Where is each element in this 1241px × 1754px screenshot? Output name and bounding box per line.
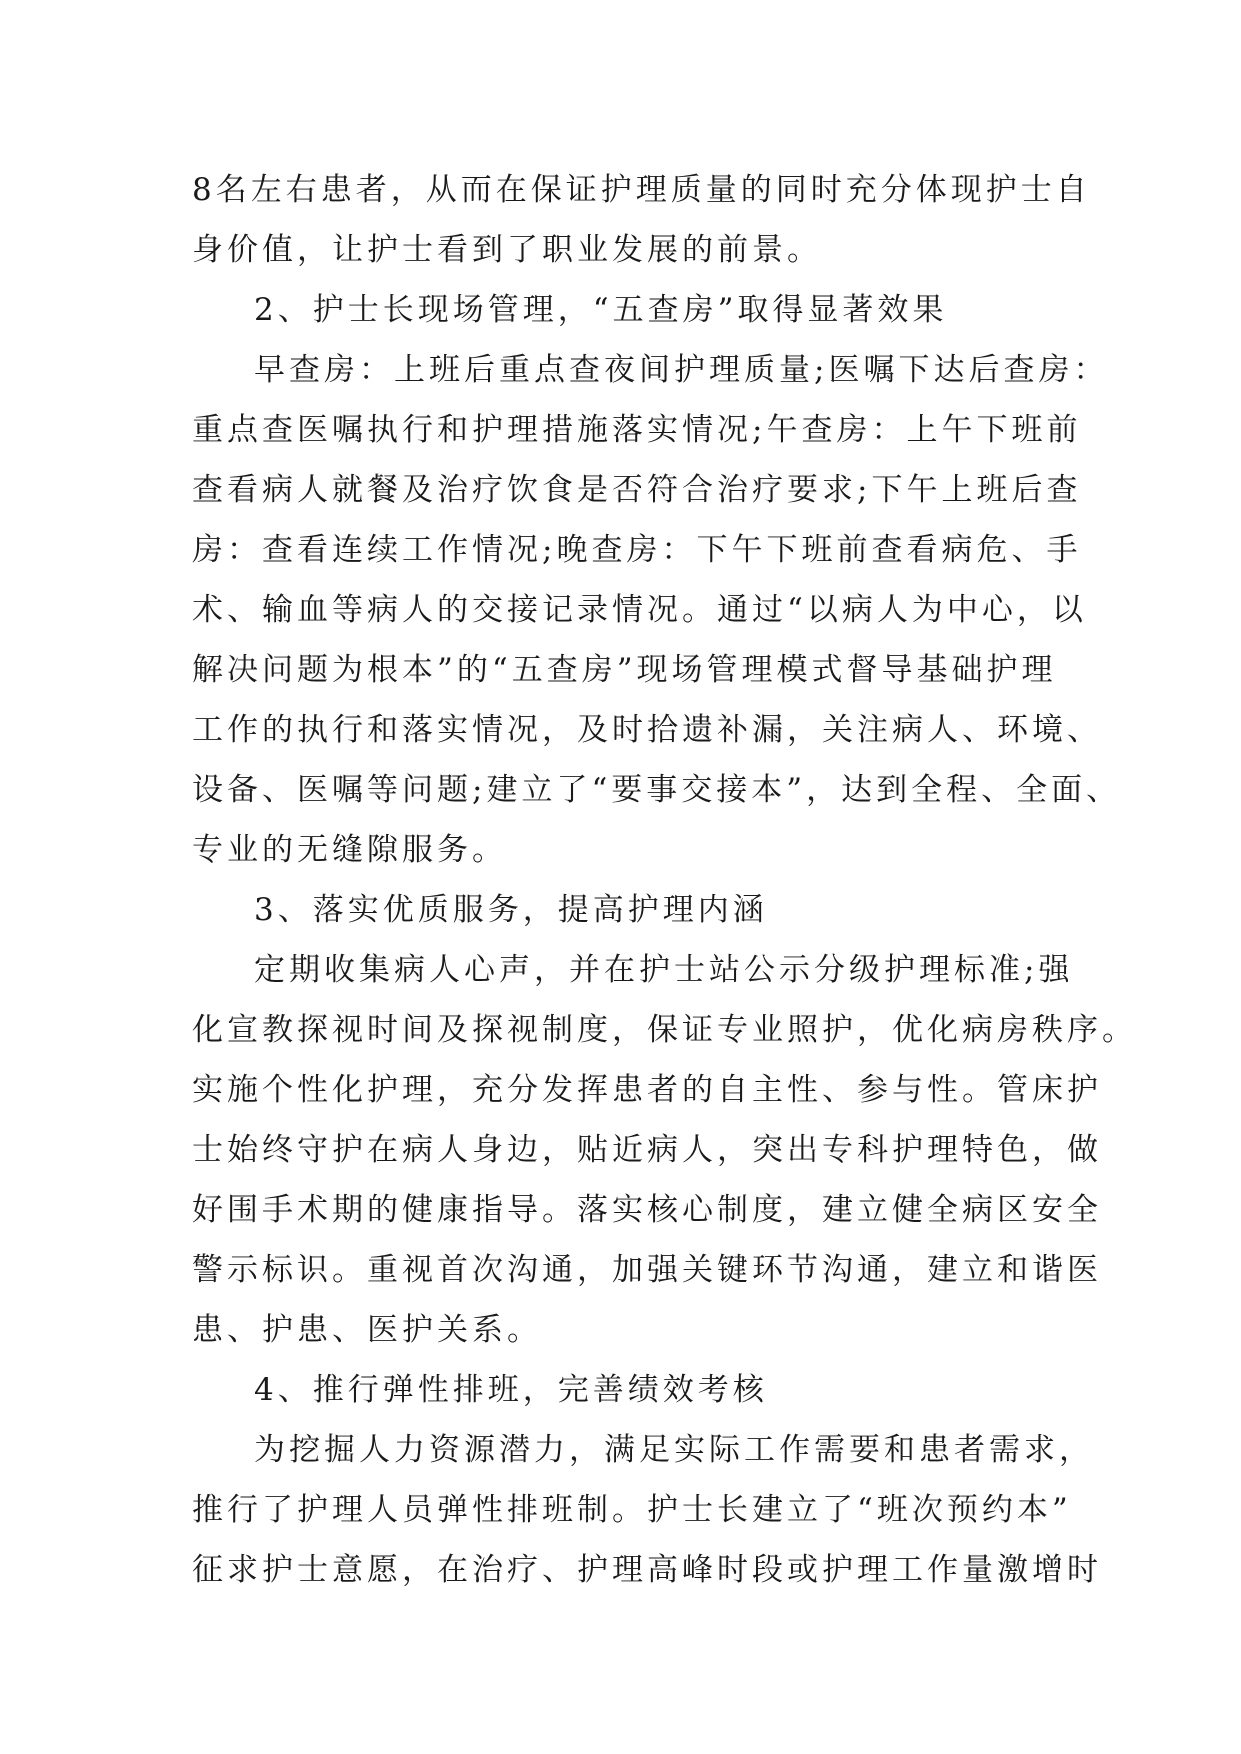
body-text-line: 重点查医嘱执行和护理措施落实情况;午查房：上午下班前 bbox=[192, 412, 1082, 448]
paragraph-first-line: 早查房：上班后重点查夜间护理质量;医嘱下达后查房： bbox=[254, 352, 1109, 388]
paragraph-first-line: 为挖掘人力资源潜力，满足实际工作需要和患者需求， bbox=[254, 1432, 1094, 1468]
body-text-line: 解决问题为根本”的“五查房”现场管理模式督导基础护理 bbox=[192, 652, 1057, 688]
body-text-line: 设备、医嘱等问题;建立了“要事交接本”，达到全程、全面、 bbox=[192, 772, 1122, 808]
body-text-line: 士始终守护在病人身边，贴近病人，突出专科护理特色，做 bbox=[192, 1132, 1102, 1168]
body-text-line: 专业的无缝隙服务。 bbox=[192, 832, 507, 868]
body-text-line: 术、输血等病人的交接记录情况。通过“以病人为中心，以 bbox=[192, 592, 1087, 628]
body-text-line: 征求护士意愿，在治疗、护理高峰时段或护理工作量激增时 bbox=[192, 1552, 1102, 1588]
document-body bbox=[192, 160, 1137, 1600]
body-text-line: 工作的执行和落实情况，及时拾遗补漏，关注病人、环境、 bbox=[192, 712, 1102, 748]
section-heading-4: 4、推行弹性排班，完善绩效考核 bbox=[254, 1372, 768, 1408]
body-text-line: 查看病人就餐及治疗饮食是否符合治疗要求;下午上班后查 bbox=[192, 472, 1082, 508]
body-text-line: 好围手术期的健康指导。落实核心制度，建立健全病区安全 bbox=[192, 1192, 1102, 1228]
body-text-line: 患、护患、医护关系。 bbox=[192, 1312, 542, 1348]
body-text-line: 推行了护理人员弹性排班制。护士长建立了“班次预约本” bbox=[192, 1492, 1072, 1528]
body-text-line: 8名左右患者，从而在保证护理质量的同时充分体现护士自 bbox=[192, 172, 1091, 208]
body-text-line: 化宣教探视时间及探视制度，保证专业照护，优化病房秩序。 bbox=[192, 1012, 1137, 1048]
body-text-line: 实施个性化护理，充分发挥患者的自主性、参与性。管床护 bbox=[192, 1072, 1102, 1108]
body-text-line: 房：查看连续工作情况;晚查房：下午下班前查看病危、手 bbox=[192, 532, 1082, 568]
body-text-line: 警示标识。重视首次沟通，加强关键环节沟通，建立和谐医 bbox=[192, 1252, 1102, 1288]
paragraph-first-line: 定期收集病人心声，并在护士站公示分级护理标准;强 bbox=[254, 952, 1074, 988]
section-heading-3: 3、落实优质服务，提高护理内涵 bbox=[254, 892, 768, 928]
section-heading-2: 2、护士长现场管理，“五查房”取得显著效果 bbox=[254, 292, 948, 328]
body-text-line: 身价值，让护士看到了职业发展的前景。 bbox=[192, 232, 822, 268]
